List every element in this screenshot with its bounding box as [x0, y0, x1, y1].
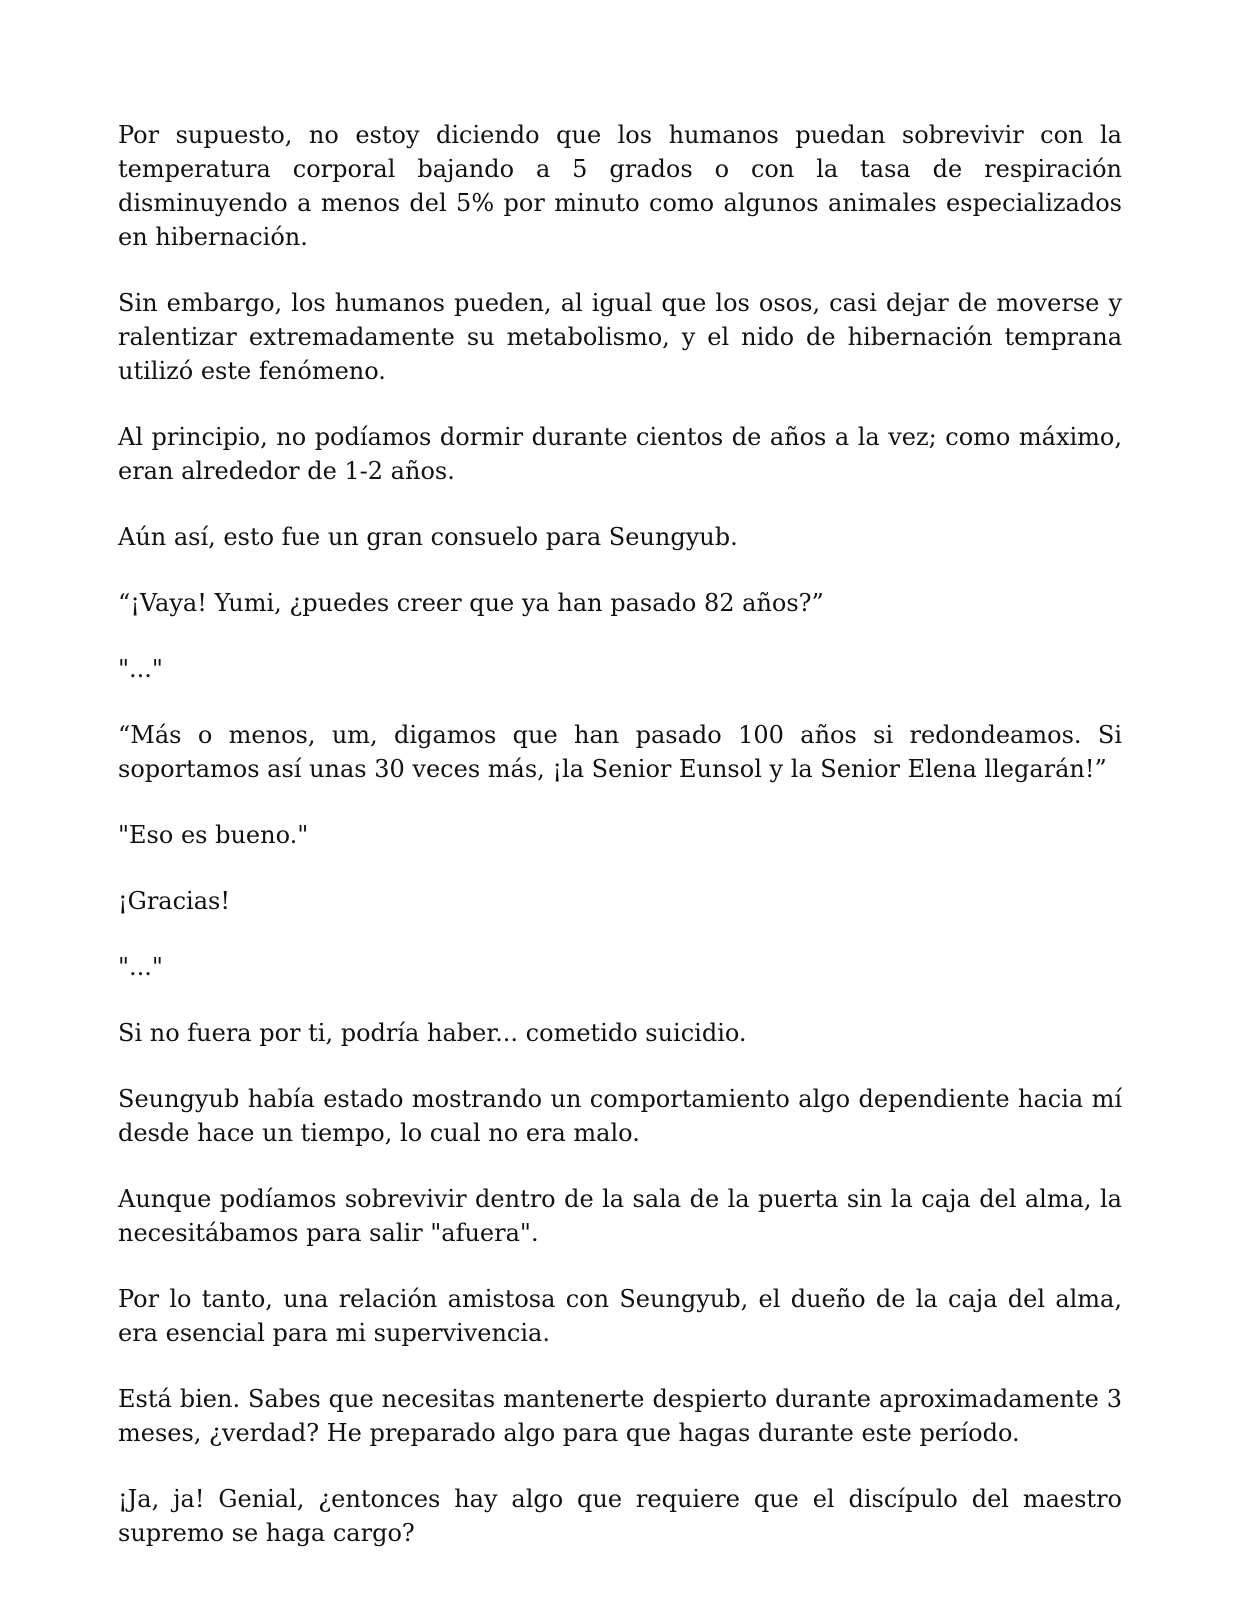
paragraph-supreme-master: ¡Ja, ja! Genial, ¿entonces hay algo que requiere que el discípulo del maestro supremo se haga cargo?: [118, 1485, 1122, 1547]
paragraph-survival: Por lo tanto, una relación amistosa con Seungyub, el dueño de la caja del alma, era esencial para mi supervivencia.: [118, 1285, 1122, 1347]
paragraph-metabolism: Sin embargo, los humanos pueden, al igual que los osos, casi dejar de moverse y ralentizar extremadamente su metabolismo, y el nido de hibernación temprana utilizó este fenómeno.: [118, 289, 1122, 385]
dialogue-thanks: ¡Gracias!: [118, 887, 230, 915]
dialogue-suicide: Si no fuera por ti, podría haber... cometido suicidio.: [118, 1019, 747, 1047]
paragraph-three-months: Está bien. Sabes que necesitas mantenerte despierto durante aproximadamente 3 meses, ¿verdad? He preparado algo para que hagas durante este período.: [118, 1385, 1122, 1447]
paragraph-sleep-duration: Al principio, no podíamos dormir durante cientos de años a la vez; como máximo, eran alrededor de 1-2 años.: [118, 423, 1122, 485]
dialogue-100-years: “Más o menos, um, digamos que han pasado 100 años si redondeamos. Si soportamos así unas 30 veces más, ¡la Senior Eunsol y la Senior Elena llegarán!”: [118, 721, 1122, 783]
dialogue-ellipsis-1: "...": [118, 655, 163, 683]
paragraph-dependence: Seungyub había estado mostrando un comportamiento algo dependiente hacia mí desde hace un tiempo, lo cual no era malo.: [118, 1085, 1122, 1147]
paragraph-consolation: Aún así, esto fue un gran consuelo para Seungyub.: [118, 523, 738, 551]
document-page: [118, 118, 1122, 1550]
paragraph-soul-box: Aunque podíamos sobrevivir dentro de la sala de la puerta sin la caja del alma, la necesitábamos para salir "afuera".: [118, 1185, 1122, 1247]
dialogue-ellipsis-2: "...": [118, 953, 163, 981]
dialogue-82-years: “¡Vaya! Yumi, ¿puedes creer que ya han pasado 82 años?”: [118, 589, 824, 617]
dialogue-good: "Eso es bueno.": [118, 821, 309, 849]
paragraph-hibernation-limits: Por supuesto, no estoy diciendo que los humanos puedan sobrevivir con la temperatura corporal bajando a 5 grados o con la tasa de respiración disminuyendo a menos del 5% por minuto como algunos animales especializados en hibernación.: [118, 121, 1122, 251]
